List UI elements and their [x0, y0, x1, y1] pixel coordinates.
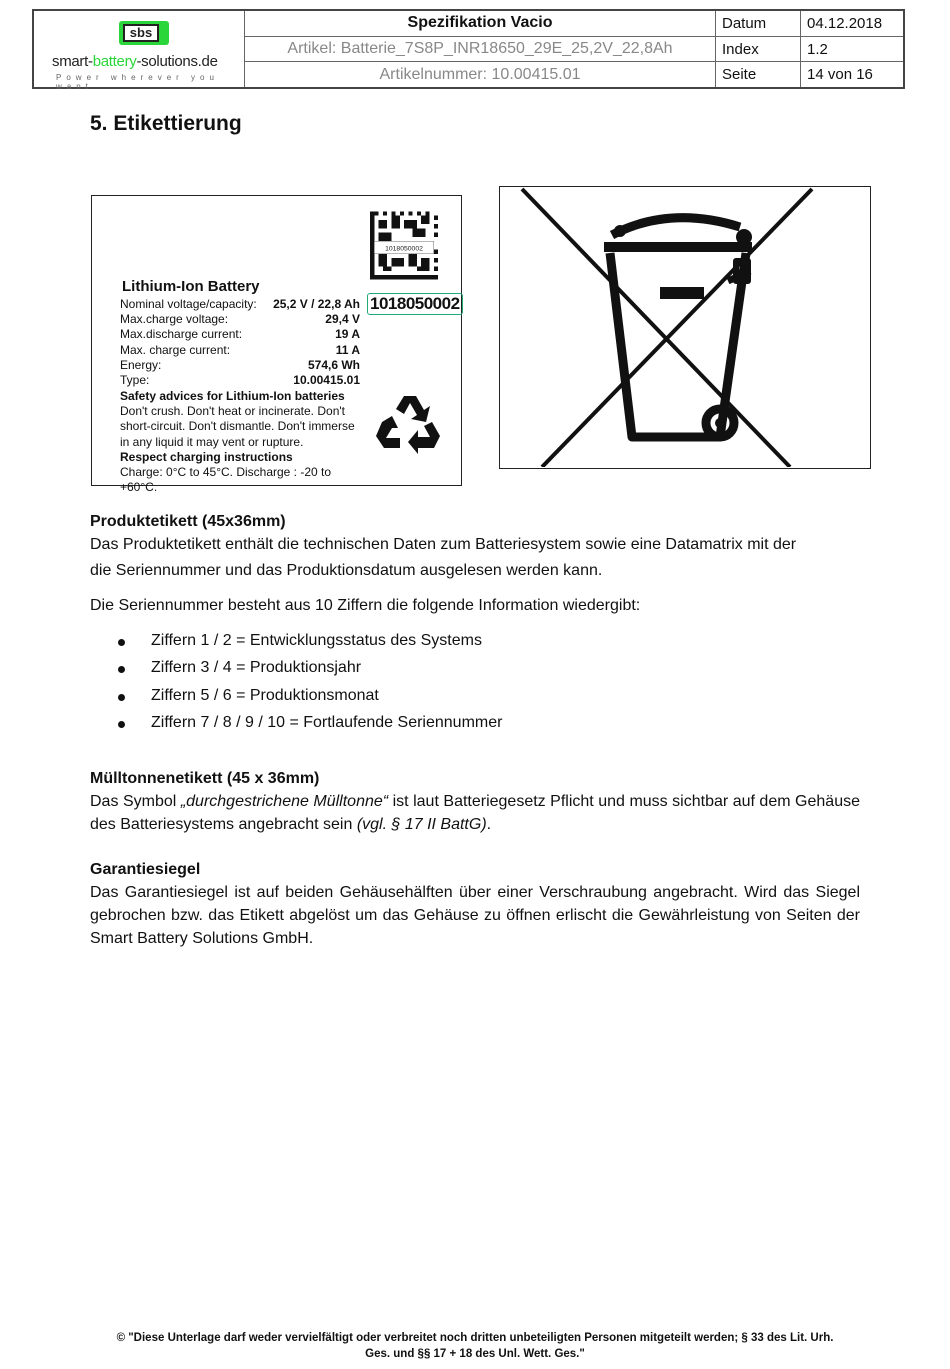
serial-intro: Die Seriennummer besteht aus 10 Ziffern die folgende Information wiedergibt:	[90, 597, 641, 614]
footer-line: Ges. und §§ 17 + 18 des Unl. Wett. Ges."	[365, 1348, 585, 1360]
list-item: Ziffern 5 / 6 = Produktionsmonat	[118, 687, 502, 714]
company-logo	[34, 11, 245, 91]
muell-text: Das Symbol	[90, 793, 181, 810]
datamatrix-text: 1018050002	[385, 245, 423, 253]
produkt-paragraph-line: Das Produktetikett enthält die technischen Daten zum Batteriesystem sowie eine Datamatrix mit der	[90, 536, 797, 553]
header-values	[801, 11, 903, 87]
muell-symbol-name: „durchgestrichene Mülltonne“	[180, 793, 389, 810]
logo-domain-post: -solutions.de	[136, 53, 218, 70]
date-value: 04.12.2018	[801, 11, 903, 37]
label-spec-row	[120, 327, 360, 342]
label-specs	[120, 297, 360, 388]
safety-line: short-circuit. Don't dismantle. Don't immerse	[120, 419, 355, 434]
page-value: 14 von 16	[807, 66, 873, 84]
page-label: Seite	[722, 66, 757, 84]
logo-mark-text: sbs	[123, 24, 159, 42]
produkt-heading: Produktetikett (45x36mm)	[90, 513, 286, 530]
list-item: Ziffern 3 / 4 = Produktionsjahr	[118, 659, 502, 686]
charging-title: Respect charging instructions	[120, 449, 293, 464]
label-spec-row	[120, 343, 360, 358]
datamatrix-code	[370, 210, 438, 285]
spec-key: Nominal voltage/capacity:	[120, 297, 257, 311]
muell-text: .	[486, 816, 492, 833]
doc-article-number: Artikelnummer: 10.00415.01	[379, 65, 581, 83]
copyright-footer	[60, 1330, 890, 1362]
header-titles	[245, 11, 716, 87]
spec-value: 25,2 V / 22,8 Ah	[273, 297, 360, 311]
crossed-out-bin-label	[499, 186, 871, 469]
index-value: 1.2	[801, 37, 903, 63]
sbs-logo-mark	[119, 21, 169, 45]
crossed-out-bin-icon	[500, 187, 869, 467]
produkt-paragraph-line: die Seriennummer und das Produktionsdatum ausgelesen werden kann.	[90, 562, 603, 579]
spec-key: Max.discharge current:	[120, 327, 243, 342]
spec-value: 29,4 V	[325, 312, 360, 327]
muell-text: ist laut Batteriegesetz Pflicht und muss sichtbar auf dem Gehäuse des Batteriesystems angebracht sein	[90, 793, 860, 833]
spec-key: Max.charge voltage:	[120, 312, 229, 327]
produkt-section	[90, 510, 860, 617]
list-item: Ziffern 1 / 2 = Entwicklungsstatus des Systems	[118, 632, 502, 659]
garantie-paragraph: Das Garantiesiegel ist auf beiden Gehäusehälften über einer Verschraubung angebracht. Wird das Siegel gebrochen bzw. das Etikett abgelöst um das Gehäuse zu öffnen erlischt die Gewährleistung von Seiten der Smart Battery Solutions GmbH.	[90, 884, 860, 947]
doc-article: Artikel: Batterie_7S8P_INR18650_29E_25,2V_22,8Ah	[245, 37, 715, 63]
logo-domain	[52, 53, 218, 70]
header-keys	[716, 11, 801, 87]
spec-value: 10.00415.01	[293, 373, 360, 388]
garantie-section	[90, 858, 860, 950]
logo-domain-pre: smart-	[52, 53, 93, 70]
recycle-icon	[374, 392, 442, 454]
document-header	[32, 9, 905, 89]
spec-value: 19 A	[335, 327, 360, 342]
logo-tagline: Power wherever you want	[56, 73, 219, 91]
doc-title: Spezifikation Vacio	[245, 11, 715, 37]
date-label: Datum	[716, 11, 800, 37]
footer-line: © "Diese Unterlage darf weder vervielfältigt oder verbreitet noch dritten unbeteiligten Personen mitgeteilt werden; § 33 des Lit. Urh.	[116, 1332, 834, 1344]
spec-value: 11 A	[335, 342, 360, 357]
product-label-image	[91, 195, 462, 495]
safety-line: in any liquid it may vent or rupture.	[120, 434, 304, 449]
logo-domain-accent: battery	[92, 53, 137, 70]
spec-key: Max. charge current:	[120, 342, 231, 357]
serial-digit-list	[118, 632, 502, 741]
label-spec-row	[120, 297, 360, 312]
section-title: 5. Etikettierung	[90, 112, 242, 135]
safety-line: Don't crush. Don't heat or incinerate. Don't	[120, 404, 345, 419]
label-spec-row	[120, 312, 360, 327]
garantie-heading: Garantiesiegel	[90, 861, 201, 878]
muell-legal-ref: (vgl. § 17 II BattG)	[356, 816, 487, 833]
charging-text: Charge: 0°C to 45°C. Discharge : -20 to +60°C.	[120, 465, 332, 495]
list-item: Ziffern 7 / 8 / 9 / 10 = Fortlaufende Seriennummer	[118, 714, 502, 741]
safety-advice	[120, 389, 370, 495]
spec-key: Energy:	[120, 357, 162, 372]
label-spec-row	[120, 358, 360, 373]
muell-heading: Mülltonnenetikett (45 x 36mm)	[90, 770, 320, 787]
serial-number: 1018050002	[367, 293, 463, 315]
safety-title: Safety advices for Lithium-Ion batteries	[120, 389, 345, 403]
label-title: Lithium-Ion Battery	[122, 278, 260, 295]
index-label: Index	[716, 37, 800, 63]
label-spec-row	[120, 373, 360, 388]
spec-key: Type:	[120, 373, 150, 388]
muell-section	[90, 767, 860, 836]
spec-value: 574,6 Wh	[307, 357, 360, 372]
muell-paragraph	[90, 790, 860, 836]
